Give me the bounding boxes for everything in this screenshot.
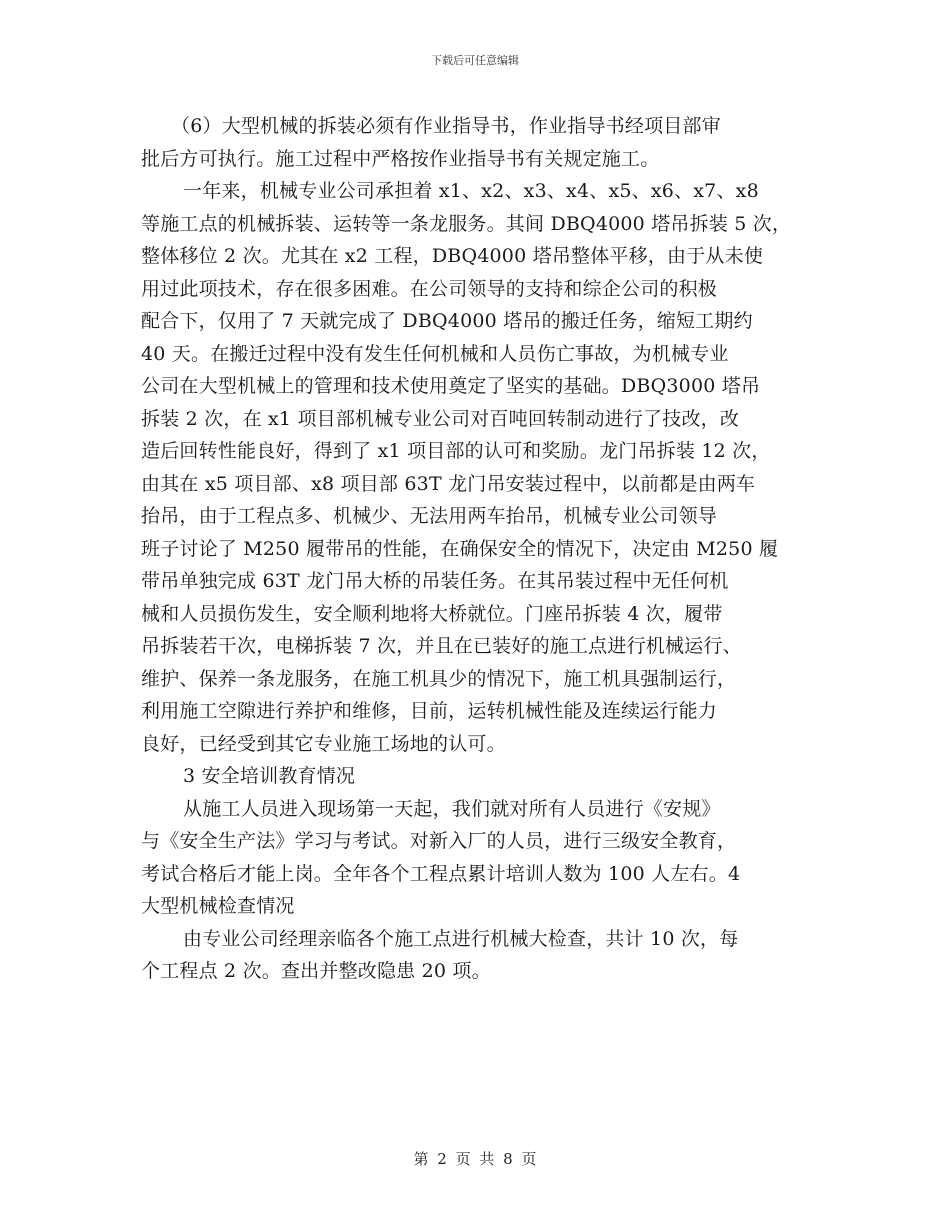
text-line: 由其在 x5 项目部、x8 项目部 63T 龙门吊安装过程中，以前都是由两车 [141,472,756,495]
text-line: 从施工人员进入现场第一天起，我们就对所有人员进行《安规》 [183,797,721,820]
text-line: 考试合格后才能上岗。全年各个工程点累计培训人数为 100 人左右。4 [141,862,741,885]
text-line: 造后回转性能良好，得到了 x1 项目部的认可和奖励。龙门吊拆装 12 次， [141,440,771,462]
text-line: 拆装 2 次，在 x1 项目部机械专业公司对百吨回转制动进行了技改，改 [141,407,740,430]
text-line: 维护、保养一条龙服务，在施工机具少的情况下，施工机具强制运行， [141,667,737,690]
text-line: 一年来，机械专业公司承担着 x1、x2、x3、x4、x5、x6、x7、x8 [183,180,759,202]
text-line: 个工程点 2 次。查出并整改隐患 20 项。 [141,960,491,982]
text-line: 整体移位 2 次。尤其在 x2 工程，DBQ4000 塔吊整体平移，由于从未使 [141,245,764,267]
page-header: 下载后可任意编辑 [431,54,519,67]
text-line: 利用施工空隙进行养护和维修，目前，运转机械性能及连续运行能力 [141,700,718,722]
text-line: 用过此项技术，存在很多困难。在公司领导的支持和综企公司的积极 [141,277,718,300]
text-line: 公司在大型机械上的管理和技术使用奠定了坚实的基础。DBQ3000 塔吊 [141,375,761,397]
text-line: 大型机械检查情况 [141,895,295,917]
text-line: （6）大型机械的拆装必须有作业指导书，作业指导书经项目部审 [171,115,721,137]
text-line: 械和人员损伤发生，安全顺利地将大桥就位。门座吊拆装 4 次，履带 [141,602,723,625]
text-line: 吊拆装若干次，电梯拆装 7 次，并且在已装好的施工点进行机械运行、 [141,635,742,657]
text-line: 带吊单独完成 63T 龙门吊大桥的吊装任务。在其吊装过程中无任何机 [141,570,729,592]
page-number-footer: 第 2 页 共 8 页 [413,1150,537,1168]
text-line: 批后方可执行。施工过程中严格按作业指导书有关规定施工。 [141,147,660,170]
text-line: 由专业公司经理亲临各个施工点进行机械大检查，共计 10 次，每 [183,927,739,950]
text-line: 班子讨论了 M250 履带吊的性能，在确保安全的情况下，决定由 M250 履 [141,537,779,560]
text-line: 等施工点的机械拆装、运转等一条龙服务。其间 DBQ4000 塔吊拆装 5 次， [141,212,792,235]
text-line: 抬吊，由于工程点多、机械少、无法用两车抬吊，机械专业公司领导 [141,505,718,527]
section-heading: 3 安全培训教育情况 [183,765,356,787]
text-line: 与《安全生产法》学习与考试。对新入厂的人员，进行三级安全教育， [141,830,737,852]
text-line: 配合下，仅用了 7 天就完成了 DBQ4000 塔吊的搬迁任务，缩短工期约 [141,310,753,332]
text-line: 良好，已经受到其它专业施工场地的认可。 [141,732,506,755]
document-body [141,110,809,988]
text-line: 40 天。在搬迁过程中没有发生任何机械和人员伤亡事故，为机械专业 [141,342,729,365]
